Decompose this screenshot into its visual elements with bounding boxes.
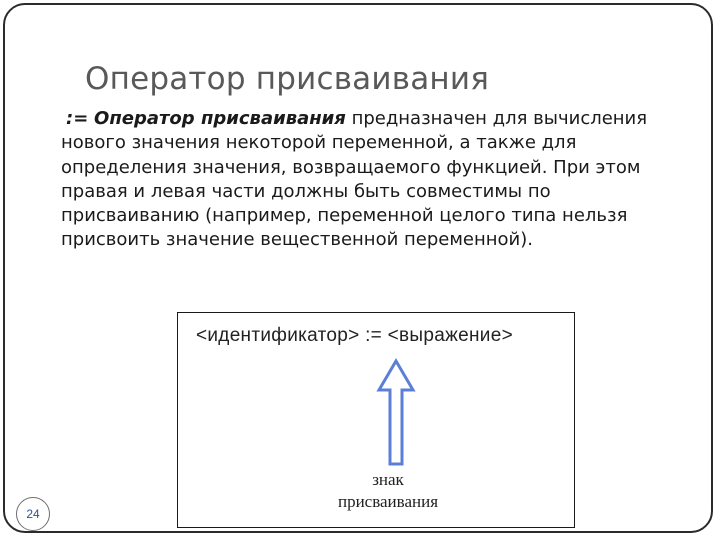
sign-caption bbox=[298, 469, 478, 513]
lead-term: Оператор присваивания bbox=[94, 108, 346, 129]
paragraph-text: предназначен для вычисления нового значения некоторой переменной, а также для определения значения, возвращаемого функцией. При этом правая и левая части должны быть совместимы по присваиванию (например, переменной целого типа нельзя присвоить значение вещественной переменной). bbox=[61, 108, 648, 251]
page-number-badge: 24 bbox=[16, 497, 50, 531]
caption-line-1: знак bbox=[372, 470, 404, 489]
body-paragraph bbox=[61, 107, 651, 253]
assignment-figure bbox=[177, 312, 575, 528]
caption-line-2: присваивания bbox=[337, 492, 439, 511]
up-arrow-icon bbox=[376, 358, 416, 468]
slide-title: Оператор присваивания bbox=[85, 61, 490, 97]
lead-symbol: := bbox=[66, 108, 89, 129]
assignment-formula: <идентификатор> := <выражение> bbox=[196, 325, 513, 346]
slide-frame bbox=[3, 3, 713, 533]
